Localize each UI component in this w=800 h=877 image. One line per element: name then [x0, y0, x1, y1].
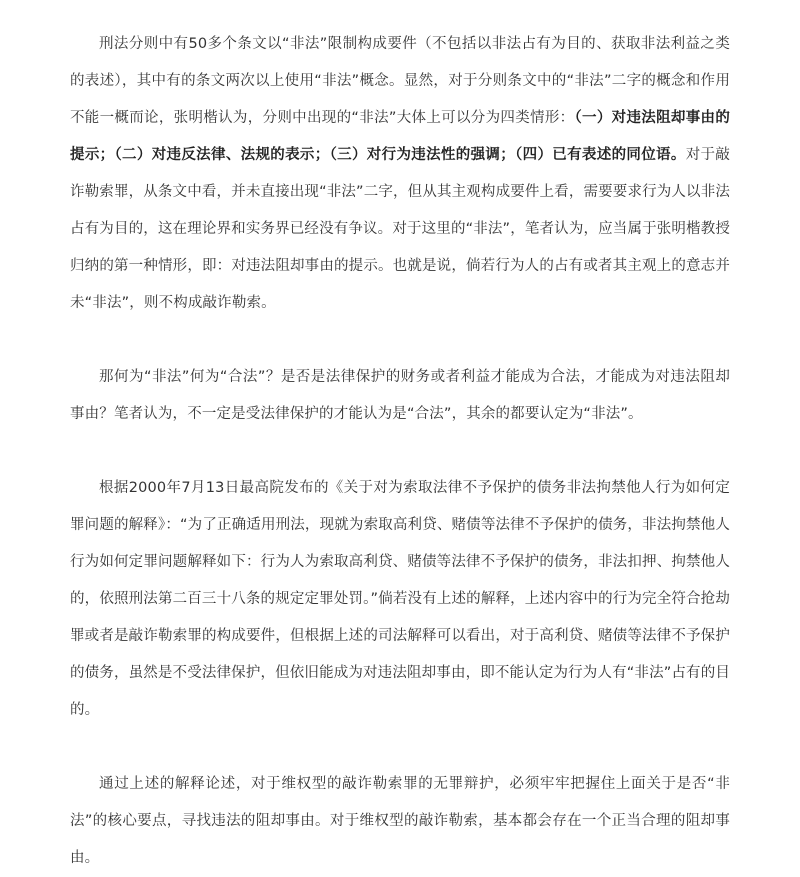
paragraph-1-bold-categories: （一）对违法阻却事由的提示；（二）对违反法律、法规的表示；（三）对行为违法性的强调；（四）已有表述的同位语。	[70, 110, 730, 163]
paragraph-legal-vs-illegal: 那何为“非法”何为“合法”？是否是法律保护的财务或者利益才能成为合法，才能成为对违法阻却事由？笔者认为，不一定是受法律保护的才能认为是“合法”，其余的都要认定为“非法”。	[70, 369, 730, 422]
paragraph-spacer	[70, 729, 730, 766]
paragraph-illegal-categories	[70, 26, 730, 322]
article-body	[70, 26, 730, 877]
paragraph-judicial-interpretation: 根据2000年7月13日最高院发布的《关于对为索取法律不予保护的债务非法拘禁他人行为如何定罪问题的解释》：“为了正确适用刑法，现就为索取高利贷、赌债等法律不予保护的债务，非法拘禁他人行为如何定罪问题解释如下：行为人为索取高利贷、赌债等法律不予保护的债务，非法扣押、拘禁他人的，依照刑法第二百三十八条的规定定罪处罚。”倘若没有上述的解释，上述内容中的行为完全符合抢劫罪或者是敲诈勒索罪的构成要件，但根据上述的司法解释可以看出，对于高利贷、赌债等法律不予保护的债务，虽然是不受法律保护，但依旧能成为对违法阻却事由，即不能认定为行为人有“非法”占有的目的。	[70, 480, 730, 718]
paragraph-1-rest: 对于敲诈勒索罪，从条文中看，并未直接出现“非法”二字，但从其主观构成要件上看，需要要求行为人以非法占有为目的，这在理论界和实务界已经没有争议。对于这里的“非法”，笔者认为，应当属于张明楷教授归纳的第一种情形，即：对违法阻却事由的提示。也就是说，倘若行为人的占有或者其主观上的意志并未“非法”，则不构成敲诈勒索。	[70, 147, 731, 311]
paragraph-1-intro: 刑法分则中有50多个条文以“非法”限制构成要件（不包括以非法占有为目的、获取非法利益之类的表述），其中有的条文两次以上使用“非法”概念。显然，对于分则条文中的“非法”二字的概念和作用不能一概而论，张明楷认为，分则中出现的“非法”大体上可以分为四类情形：	[70, 36, 730, 126]
paragraph-spacer	[70, 433, 730, 470]
paragraph-conclusion: 通过上述的解释论述，对于维权型的敲诈勒索罪的无罪辩护，必须牢牢把握住上面关于是否“非法”的核心要点，寻找违法的阻却事由。对于维权型的敲诈勒索，基本都会存在一个正当合理的阻却事由。	[70, 776, 730, 866]
paragraph-spacer	[70, 322, 730, 359]
